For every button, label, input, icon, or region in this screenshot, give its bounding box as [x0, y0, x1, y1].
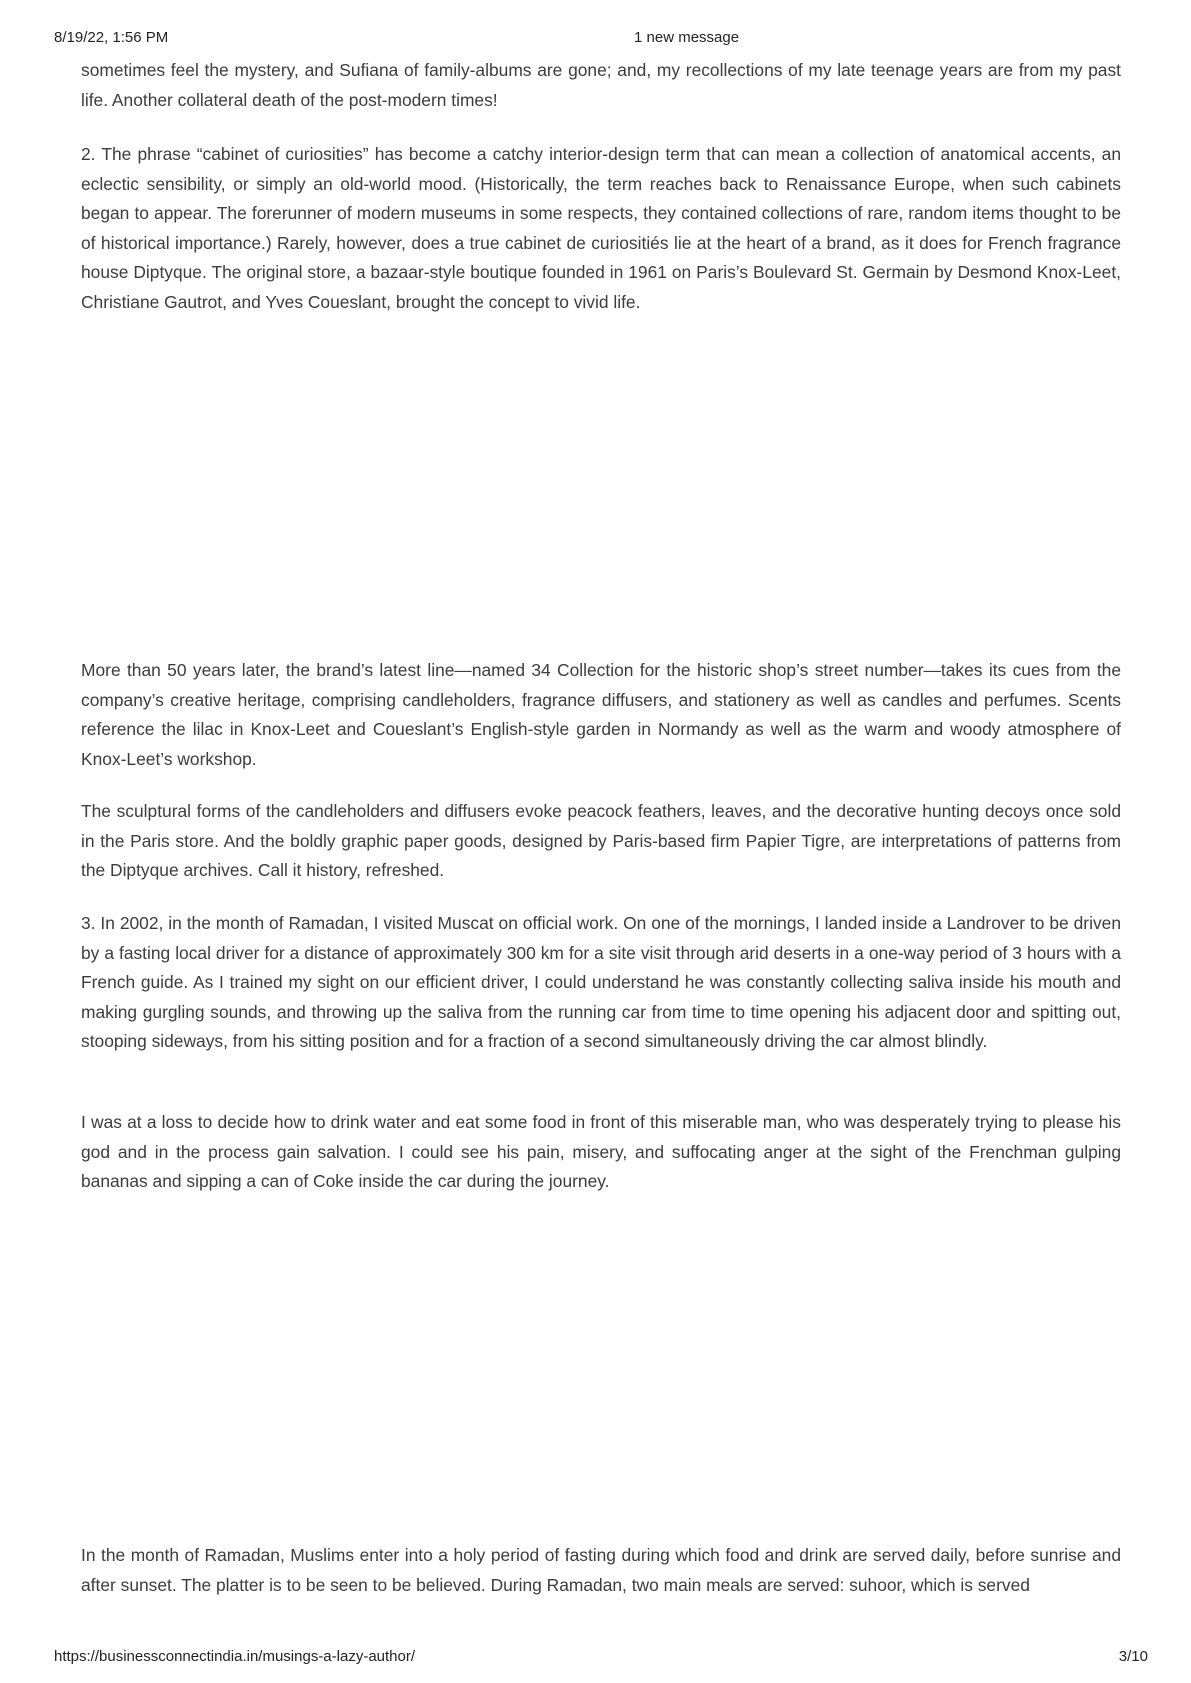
article-paragraph-4 [81, 797, 1121, 886]
article-image-placeholder-2 [81, 1210, 1121, 1530]
print-header [54, 29, 1148, 49]
article-paragraph-5 [81, 909, 1121, 1057]
paragraph-text: In the month of Ramadan, Muslims enter into a holy period of fasting during which food and drink are served daily, before sunrise and after sunset. The platter is to be seen to be believed. During Ramadan, two main meals are served: suhoor, which is served [81, 1545, 1121, 1595]
article-paragraph-1 [81, 56, 1121, 115]
print-page-number: 3/10 [1118, 1648, 1148, 1665]
article-image-placeholder-1 [81, 320, 1121, 650]
article-paragraph-3 [81, 656, 1121, 774]
print-page-title: 1 new message [634, 29, 740, 46]
article-paragraph-2 [81, 140, 1121, 318]
paragraph-text: sometimes feel the mystery, and Sufiana of family-albums are gone; and, my recollections of my late teenage years are from my past life. Another collateral death of the post-modern times! [81, 60, 1121, 110]
paragraph-text: 3. In 2002, in the month of Ramadan, I visited Muscat on official work. On one of the mornings, I landed inside a Landrover to be driven by a fasting local driver for a distance of approximately 300 km for a site visit through arid deserts in a one-way period of 3 hours with a French guide. As I trained my sight on our efficient driver, I could understand he was constantly collecting saliva inside his mouth and making gurgling sounds, and throwing up the saliva from the running car from time to time opening his adjacent door and spitting out, stooping sideways, from his sitting position and for a fraction of a second simultaneously driving the car almost blindly. [81, 913, 1121, 1052]
print-footer [54, 1648, 1148, 1668]
paragraph-text: 2. The phrase “cabinet of curiosities” has become a catchy interior-design term that can mean a collection of anatomical accents, an eclectic sensibility, or simply an old-world mood. (Historically, the term reaches back to Renaissance Europe, when such cabinets began to appear. The forerunner of modern museums in some respects, they contained collections of rare, random items thought to be of historical importance.) Rarely, however, does a true cabinet de curiositiés lie at the heart of a brand, as it does for French fragrance house Diptyque. The original store, a bazaar-style boutique founded in 1961 on Paris’s Boulevard St. Germain by Desmond Knox-Leet, Christiane Gautrot, and Yves Coueslant, brought the concept to vivid life. [81, 144, 1121, 312]
print-datetime: 8/19/22, 1:56 PM [54, 29, 169, 46]
article-paragraph-6 [81, 1108, 1121, 1197]
paragraph-text: More than 50 years later, the brand’s latest line—named 34 Collection for the historic shop’s street number—takes its cues from the company’s creative heritage, comprising candleholders, fragrance diffusers, and stationery as well as candles and perfumes. Scents reference the lilac in Knox-Leet and Coueslant’s English-style garden in Normandy as well as the warm and woody atmosphere of Knox-Leet’s workshop. [81, 660, 1121, 769]
print-page-url: https://businessconnectindia.in/musings-a-lazy-author/ [54, 1648, 416, 1665]
article-paragraph-7 [81, 1541, 1121, 1600]
paragraph-text: I was at a loss to decide how to drink water and eat some food in front of this miserable man, who was desperately trying to please his god and in the process gain salvation. I could see his pain, misery, and suffocating anger at the sight of the Frenchman gulping bananas and sipping a can of Coke inside the car during the journey. [81, 1112, 1121, 1192]
paragraph-text: The sculptural forms of the candleholders and diffusers evoke peacock feathers, leaves, and the decorative hunting decoys once sold in the Paris store. And the boldly graphic paper goods, designed by Paris-based firm Papier Tigre, are interpretations of patterns from the Diptyque archives. Call it history, refreshed. [81, 801, 1121, 881]
